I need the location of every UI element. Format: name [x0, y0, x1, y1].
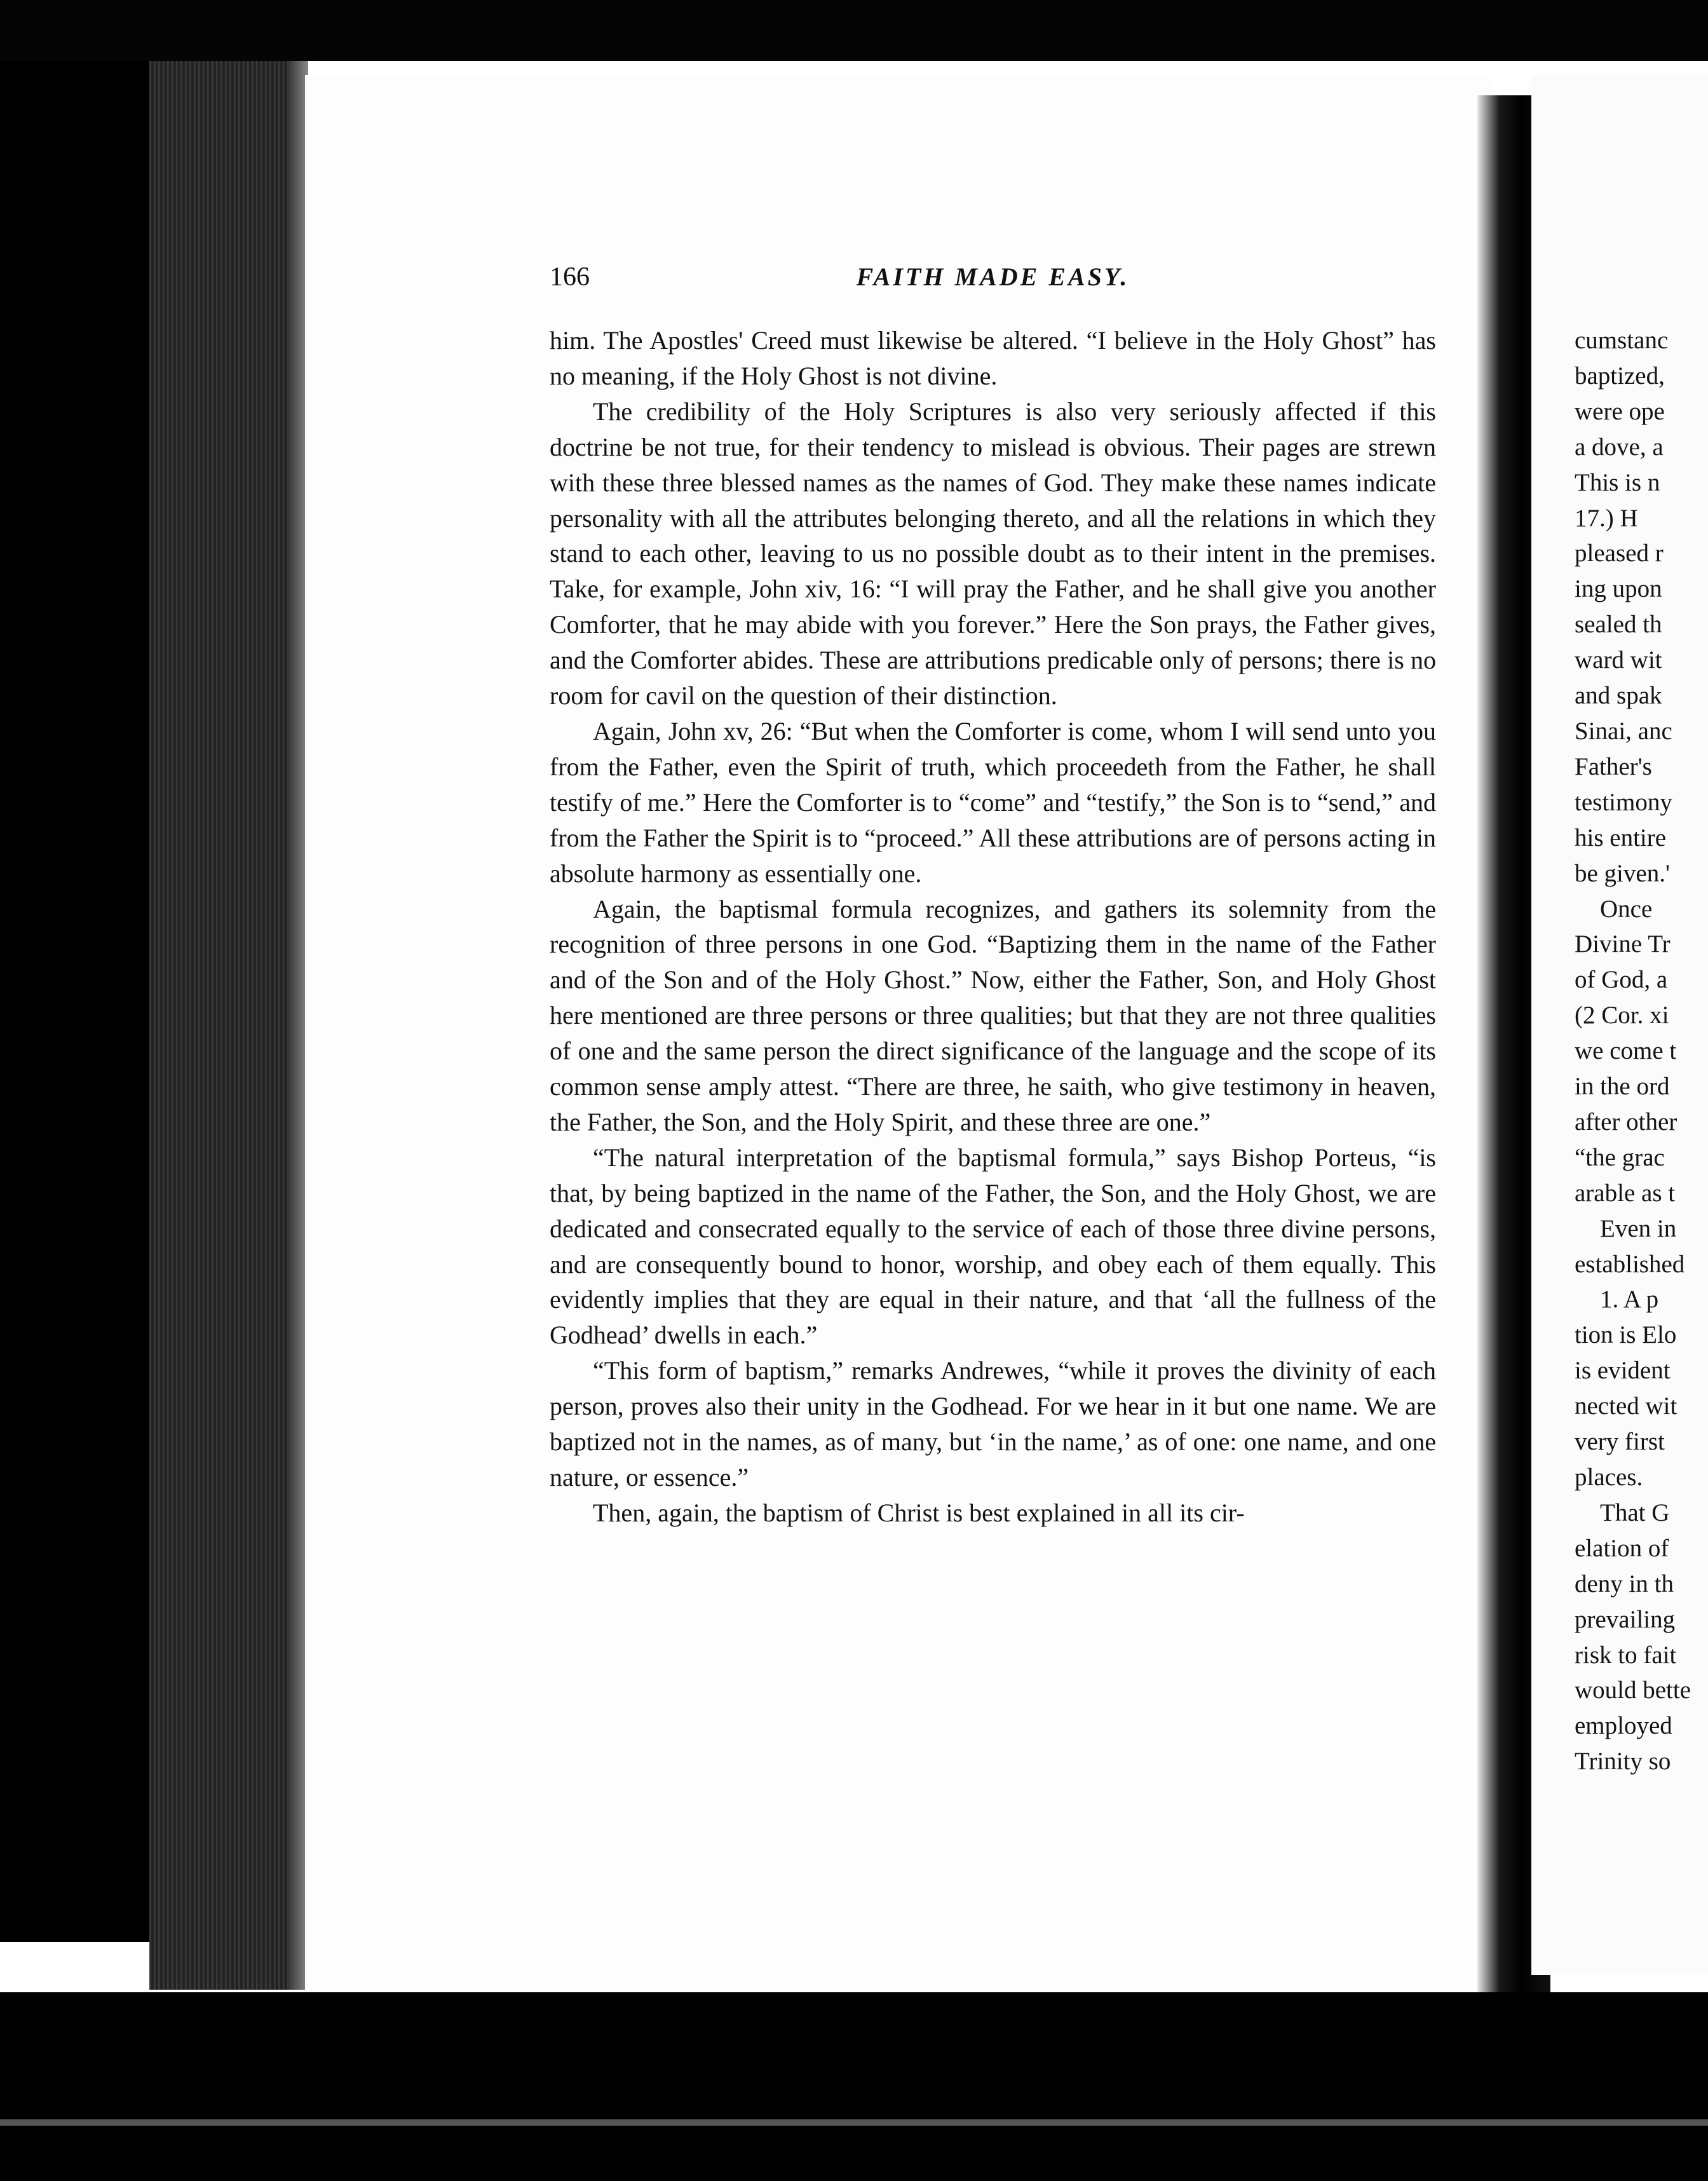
text-line: baptized, [1575, 362, 1665, 390]
paragraph: The credibility of the Holy Scriptures is also very seriously affected if this doctrine be not true, for their tendency to mislead is obvious. Their pages are strewn with these three blessed names as the names of God. They make these names indicate personality with all the attributes belonging thereto, and all the relations in which they stand to each other, leaving to us no possible doubt as to their intent in the premises. Take, for example, John xiv, 16: “I will pray the Father, and he shall give you another Comforter, that he may abide with you forever.” Here the Son prays, the Father gives, and the Comforter abides. These are attributions predicable only of persons; there is no room for cavil on the question of their distinction. [550, 397, 1436, 710]
paragraph: Then, again, the baptism of Christ is best explained in all its cir- [593, 1498, 1245, 1527]
running-head: FAITH MADE EASY. [856, 262, 1130, 291]
text-line: 17.) H [1575, 504, 1638, 532]
text-line: is evident [1575, 1357, 1671, 1385]
text-line: nected wit [1575, 1392, 1678, 1420]
book-page-edges [149, 61, 295, 1990]
text-line: be given.' [1575, 859, 1670, 887]
text-line: ward wit [1575, 646, 1662, 674]
text-line: testimony [1575, 788, 1672, 816]
text-line: risk to fait [1575, 1641, 1677, 1669]
text-line: very first [1575, 1428, 1665, 1456]
paragraph: him. The Apostles' Creed must likewise be altered. “I believe in the Holy Ghost” has no meaning, if the Holy Ghost is not divine. [550, 326, 1436, 390]
text-line: deny in th [1575, 1570, 1674, 1598]
text-line: Father's [1575, 752, 1652, 780]
text-line: pleased r [1575, 540, 1664, 567]
text-line: tion is Elo [1575, 1321, 1677, 1349]
text-line: places. [1575, 1464, 1643, 1491]
text-line: after other [1575, 1108, 1678, 1136]
right-page-text [1575, 323, 1708, 1779]
text-line: cumstanc [1575, 327, 1669, 354]
text-line: were ope [1575, 397, 1665, 425]
text-line: sealed th [1575, 611, 1662, 639]
text-line: That G [1600, 1498, 1670, 1526]
text-line: (2 Cor. xi [1575, 1002, 1669, 1029]
text-line: a dove, a [1575, 433, 1664, 461]
text-line: “the grac [1575, 1143, 1665, 1171]
text-line: established [1575, 1250, 1685, 1278]
text-line: prevailing [1575, 1605, 1676, 1633]
text-line: of God, a [1575, 966, 1668, 994]
text-line: in the ord [1575, 1073, 1670, 1101]
text-line: Even in [1600, 1214, 1677, 1242]
text-line: his entire [1575, 824, 1667, 852]
scan-top-border [0, 0, 1708, 61]
body-text [550, 323, 1436, 1531]
text-line: employed [1575, 1712, 1672, 1740]
scan-left-border [0, 61, 149, 1942]
paragraph: Again, the baptismal formula recognizes, and gathers its solemnity from the recognition of three persons in one God. “Baptizing them in the name of the Father and of the Son and of the Holy Ghost.” Now, either the Father, Son, and Holy Ghost here mentioned are three persons or three qualities; but that they are not three qualities of one and the same person the direct significance of the language and the scope of its common sense amply attest. “There are three, he saith, who give testimony in heaven, the Father, the Son, and the Holy Spirit, and these three are one.” [550, 894, 1436, 1136]
paragraph: Again, John xv, 26: “But when the Comforter is come, whom I will send unto you from the Father, even the Spirit of truth, which proceedeth from the Father, he shall testify of me.” Here the Comforter is to “come” and “testify,” the Son is to “send,” and from the Father the Spirit is to “proceed.” All these attributions are of persons acting in absolute harmony as essentially one. [550, 716, 1436, 888]
text-line: ing upon [1575, 575, 1662, 603]
text-line: we come t [1575, 1037, 1677, 1065]
paragraph: “This form of baptism,” remarks Andrewes, “while it proves the divinity of each person, proves also their unity in the Godhead. For we hear in it but one name. We are baptized not in the names, as of many, but ‘in the name,’ as of one: one name, and one nature, or essence.” [550, 1356, 1436, 1491]
text-line: Sinai, anc [1575, 717, 1672, 745]
page-number: 166 [550, 262, 590, 292]
text-line: 1. A p [1600, 1286, 1659, 1314]
text-line: This is n [1575, 468, 1660, 496]
text-line: Once [1600, 895, 1653, 923]
scan-bottom-border [0, 1992, 1708, 2181]
text-line: would bette [1575, 1676, 1691, 1704]
page-header [550, 262, 1436, 306]
text-line: and spak [1575, 682, 1662, 710]
text-line: arable as t [1575, 1179, 1676, 1207]
text-line: elation of [1575, 1534, 1669, 1562]
paragraph: “The natural interpretation of the baptismal formula,” says Bishop Porteus, “is that, by being baptized in the name of the Father, the Son, and the Holy Ghost, we are dedicated and consecrated equally to the service of each of those three divine persons, and are consequently bound to honor, worship, and obey each of them equally. This evidently implies that they are equal in their nature, and that ‘all the fullness of the Godhead’ dwells in each.” [550, 1143, 1436, 1350]
text-line: Trinity so [1575, 1748, 1671, 1776]
text-line: Divine Tr [1575, 930, 1671, 958]
